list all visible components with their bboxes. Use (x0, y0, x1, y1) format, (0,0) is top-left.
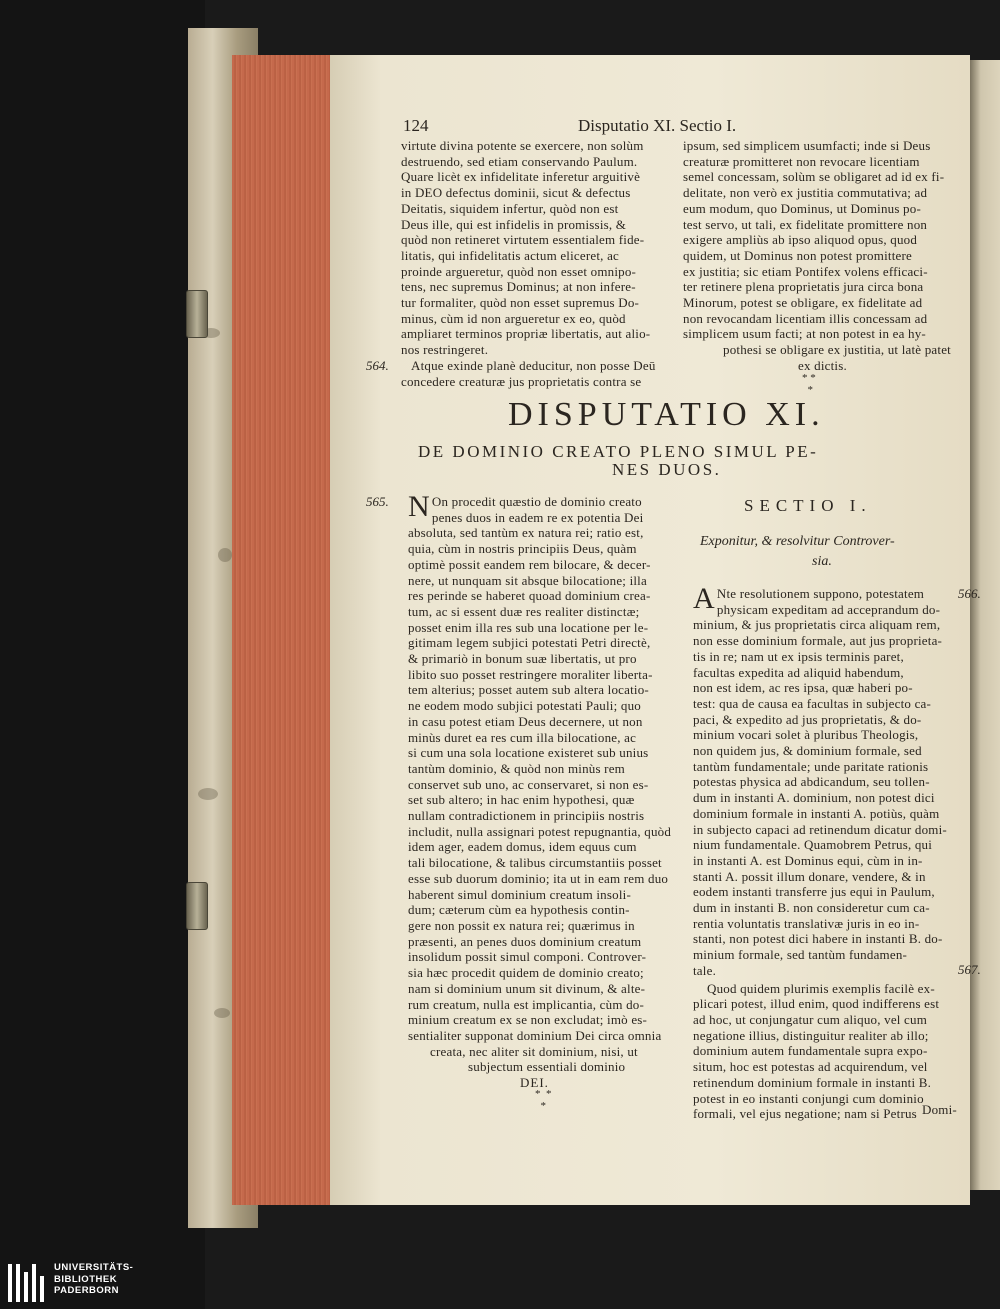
disputation-title: DISPUTATIO XI. (508, 396, 825, 433)
text-line: minus, cùm id non argueretur ex eo, quòd (401, 310, 626, 326)
text-line: ex justitia; sic etiam Pontifex volens efficaci- (683, 263, 928, 279)
text-line: DEI. (520, 1075, 549, 1091)
logo-line-2: BIBLIOTHEK (54, 1273, 118, 1285)
text-line: non revocandam licentiam illis concessam ad (683, 310, 928, 326)
text-line: nos restringeret. (401, 342, 489, 358)
text-line: Atque exinde planè deducitur, non posse Deū (411, 357, 656, 373)
text-line: posset enim illa res sub una locatione per le- (408, 619, 649, 635)
clasp-lower (186, 882, 208, 930)
disputation-subtitle-2: NES DUOS. (612, 460, 722, 479)
margin-number-565: 565. (366, 494, 389, 509)
text-line: præsenti, an penes duos dominium creatum (408, 933, 642, 949)
text-line: concedere creaturæ jus proprietatis contra se (401, 373, 642, 389)
text-line: gitimam legem subjici potestati Petri directè, (408, 635, 651, 651)
text-line: minium formale, sed tantùm fundamen- (693, 947, 908, 963)
facing-page-edge (968, 60, 1000, 1190)
text-line: tur formaliter, quòd non esset supremus Do- (401, 295, 640, 311)
text-line: stanti A. possit illum donare, vendere, & in (693, 868, 926, 884)
text-line: minium, & jus proprietatis circa aliquam rem, (693, 617, 941, 633)
text-line: tale. (693, 962, 717, 978)
drop-capital: A (693, 582, 715, 615)
text-line: Quare licèt ex infidelitate inferetur arguitivè (401, 169, 641, 185)
text-line: penes duos in eadem re ex potentia Dei (431, 509, 644, 525)
text-line: minium creatum ex se non excludat; imò es- (408, 1012, 648, 1028)
text-line: haberent simul dominium creatum insoli- (408, 886, 631, 902)
text-line: subjectum essentiali dominio (468, 1059, 626, 1075)
text-line: in instanti A. est Dominus equi, cùm in in- (693, 852, 923, 868)
text-line: ad hoc, ut conjungatur cum aliquo, vel cum (693, 1011, 928, 1027)
text-line: exigere ampliùs ab ipso aliquod opus, quod (683, 232, 918, 248)
top-right-column (683, 138, 951, 374)
text-line: proinde argueretur, quòd non esset omnipo- (401, 263, 637, 279)
text-line: potestas physica ad abdicandum, seu tollen- (693, 774, 930, 790)
text-line: nullam contradictionem in principiis nostris (408, 808, 645, 824)
text-line: ipsum, sed simplicem usumfacti; inde si Deus (683, 138, 931, 153)
text-line: Deus ille, qui est infidelis in promissis, & (401, 216, 627, 232)
margin-number-567: 567. (958, 962, 981, 977)
text-line: facultas expedita ad aliquid habendum, (693, 664, 904, 680)
red-page-edge (232, 55, 332, 1205)
text-line: virtute divina potente se exercere, non solùm (401, 138, 644, 153)
text-line: dominium formale in instanti A. potiùs, quàm (693, 805, 940, 821)
running-title: Disputatio XI. Sectio I. (578, 116, 737, 135)
text-line: non esse dominium formale, aut jus proprieta- (693, 633, 943, 649)
text-line: test: qua de causa ea facultas in subjecto ca- (693, 695, 932, 711)
text-line: On procedit quæstio de dominio creato (431, 494, 642, 509)
text-line: nam si dominium unum sit divinum, & alte- (408, 980, 646, 996)
disputation-subtitle-1: DE DOMINIO CREATO PLENO SIMUL PE- (418, 442, 819, 461)
text-line: non quidem jus, & dominium formale, sed (693, 743, 922, 759)
sectio-rubric-1: Exponitur, & resolvitur Controver- (700, 534, 895, 549)
asterism-bottom: * * * (535, 1088, 552, 1112)
text-line: litatis, qui infidelitatis actum eliceret, ac (401, 247, 620, 263)
text-line: in casu potest etiam Deus decernere, ut non (408, 713, 643, 729)
text-line: plicari potest, illud enim, quod indifferens est (693, 996, 940, 1012)
text-line: delitate, non verò ex justitia commutativa; ad (683, 185, 928, 201)
sectio-rubric-2: sia. (812, 554, 832, 569)
text-line: ter retinere plena proprietatis jura circa bona (683, 279, 924, 295)
text-line: gere non possit ex natura rei; quærimus in (408, 917, 635, 933)
text-line: non est idem, ac res ipsa, quæ haberi po- (693, 680, 913, 696)
text-line: Deitatis, siquidem infertur, quòd non est (401, 200, 619, 216)
text-line: Minorum, potest se obligare, ex fidelitate ad (683, 295, 923, 311)
left-column-body (408, 490, 672, 1091)
text-line: quidem, ut Dominus non potest promittere (683, 247, 912, 263)
text-line: ne eodem modo subjici potestati Pauli; quo (408, 698, 641, 714)
text-line: paci, & expedito ad jus proprietatis, & do- (693, 711, 922, 727)
text-line: tum, ac si essent duæ res realiter distinctæ; (408, 603, 640, 619)
logo-bars-icon (6, 1262, 46, 1306)
text-line: tantùm dominio, & quòd non minùs rem (408, 760, 625, 776)
text-line: minùs duret ea res cum illa bilocatione, ac (408, 729, 637, 745)
text-line: quòd non retineret virtutem essentialem fide- (401, 232, 645, 248)
text-line: retinendum dominium formale in instanti B. (693, 1074, 932, 1090)
text-line: quia, cùm in nostris principiis Deus, quàm (408, 541, 637, 557)
text-line: tali bilocatione, & talibus circumstantiis posset (408, 855, 662, 871)
text-line: pothesi se obligare ex justitia, ut latè patet (723, 342, 951, 358)
margin-number-566: 566. (958, 586, 981, 601)
text-line: dum in instanti B. non consideretur cum ca- (693, 900, 930, 916)
text-line: rentia voluntatis translativæ juris in eo in- (693, 915, 920, 931)
text-line: test servo, ut tali, ex fidelitate promittere non (683, 216, 928, 232)
sectio-heading: SECTIO I. (744, 496, 872, 515)
text-line: ex dictis. (798, 357, 847, 373)
text-line: physicam expeditam ad acceprandum do- (716, 601, 941, 617)
text-line: sentialiter supponat dominium Dei circa omnia (408, 1027, 662, 1043)
library-logo (6, 1262, 146, 1306)
page-number: 124 (403, 116, 429, 135)
text-line: semel concessam, solùm se obligaret ad id ex fi- (683, 169, 945, 185)
catchword: Domi- (922, 1102, 957, 1117)
logo-line-3: PADERBORN (54, 1285, 120, 1296)
text-line: rum creatum, nulla est implicantia, cùm do- (408, 996, 645, 1012)
text-line: creaturæ promitteret non revocare licentiam (683, 153, 920, 169)
text-line: set sub altero; in hac enim hypothesi, quæ (408, 792, 635, 808)
text-line: minium vocari solet à pluribus Theologis, (693, 727, 919, 743)
text-line: idem ager, eadem domus, idem equus cum (408, 839, 637, 855)
text-line: optimè possit eandem rem bilocare, & decer- (408, 556, 651, 572)
text-line: Quod quidem plurimis exemplis facilè ex- (707, 980, 935, 996)
logo-line-1: UNIVERSITÄTS- (54, 1262, 134, 1273)
text-line: eum modum, quo Dominus, ut Dominus po- (683, 200, 921, 216)
text-line: in subjecto capaci ad retinendum dicatur domi- (693, 821, 947, 837)
text-line: tens, nec supremus Dominus; at non infere- (401, 279, 636, 295)
text-line: includit, nulla assignari potest repugnantia, quòd (408, 823, 672, 839)
text-line: ampliaret terminos propriæ libertatis, aut alio- (401, 326, 651, 342)
text-line: tantùm fundamentale; unde paritate rationis (693, 758, 929, 774)
text-line: nium fundamentale. Quamobrem Petrus, qui (693, 837, 933, 853)
text-line: in DEO defectus dominii, sicut & defectus (401, 185, 631, 201)
text-line: negatione illius, distinguitur realiter ab illo; (693, 1027, 929, 1043)
margin-number-564: 564. (366, 358, 389, 373)
text-line: nere, ut nunquam sit absque bilocatione; illa (408, 572, 647, 588)
text-line: situm, hoc est potestas ad acquirendum, vel (693, 1059, 928, 1075)
text-line: libito suo posset restringere moraliter liberta- (408, 666, 653, 682)
text-line: insolidum possit simul componi. Controver- (408, 949, 647, 965)
text-line: dum in instanti A. dominium, non potest dici (693, 790, 935, 806)
asterism-top: * * * (802, 372, 816, 396)
logo-text (54, 1262, 133, 1297)
text-line: formali, vel ejus negatione; nam si Petrus (693, 1106, 917, 1122)
drop-capital: N (408, 490, 430, 523)
text-line: eodem instanti transferre jus equi in Paulum, (693, 884, 935, 900)
top-left-column (401, 138, 656, 389)
clasp-upper (186, 290, 208, 338)
text-line: simplicem usum facti; at non potest in ea hy- (683, 326, 926, 342)
text-line: stanti, non potest dici habere in instanti B. do- (693, 931, 943, 947)
text-line: tis in re; nam ut ex ipsis terminis paret, (693, 648, 904, 664)
text-line: esse sub duorum dominio; ita ut in eam rem duo (408, 870, 669, 886)
text-line: res perinde se haberet quoad dominium crea- (408, 588, 651, 604)
text-line: sia hæc procedit quidem de dominio creato; (408, 965, 644, 981)
text-line: creata, nec aliter sit dominium, nisi, ut (430, 1043, 638, 1059)
dark-background (0, 0, 205, 1309)
text-line: potest in eo instanti conjungi cum dominio (693, 1090, 924, 1106)
text-line: dominium autem fundamentale supra expo- (693, 1043, 928, 1059)
text-line: conservet sub uno, ac conservaret, si non es- (408, 776, 649, 792)
text-line: & primariò in bonum suæ libertatis, ut pro (408, 651, 637, 667)
text-line: dum; cæterum cùm ea hypothesis contin- (408, 902, 630, 918)
right-column-body (693, 582, 947, 1122)
text-line: absoluta, sed tantùm ex natura rei; ratio est, (408, 525, 644, 541)
text-line: destruendo, sed etiam conservando Paulum. (401, 153, 638, 169)
text-line: tem alterius; posset autem sub altera locatio- (408, 682, 649, 698)
text-line: si cum una sola locatione existeret sub unius (408, 745, 649, 761)
text-line: Nte resolutionem suppono, potestatem (716, 586, 925, 601)
